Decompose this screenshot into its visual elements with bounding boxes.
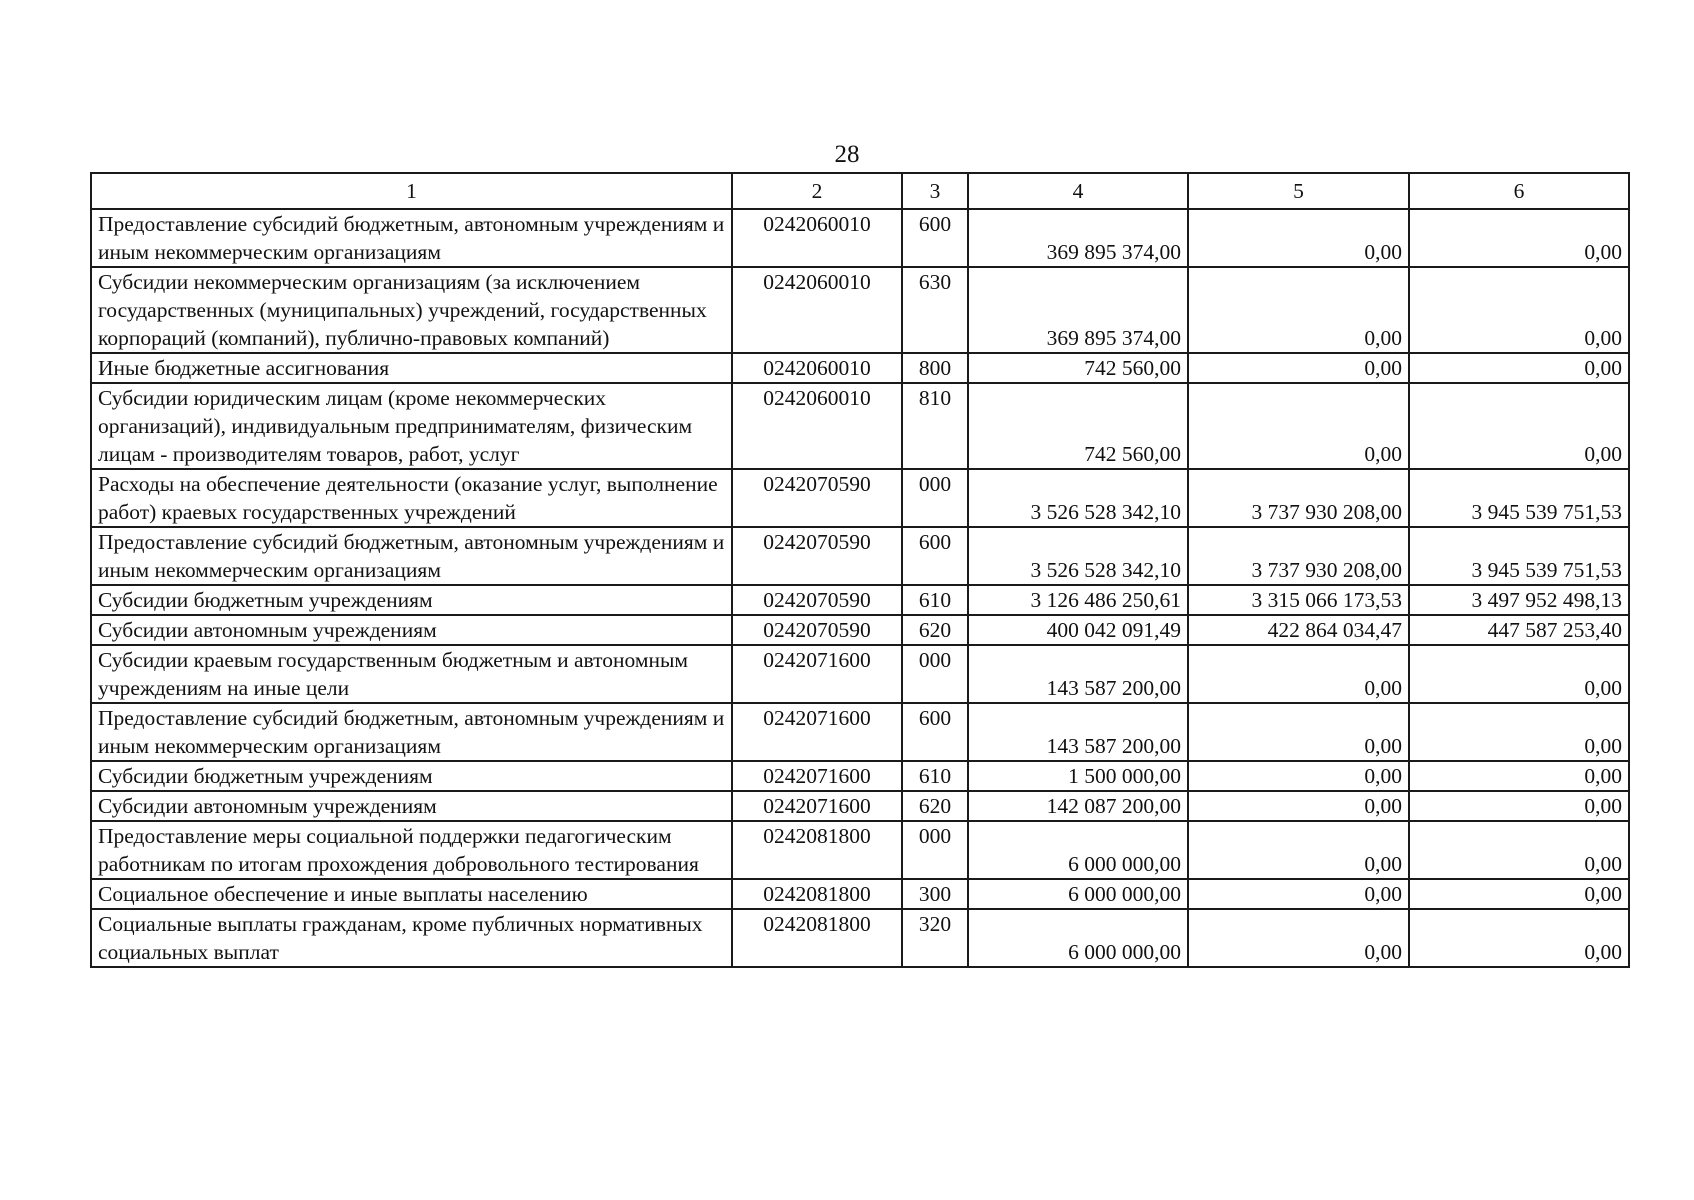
amount-column-4-cell: 6 000 000,00 bbox=[968, 909, 1188, 967]
amount-column-4-cell: 742 560,00 bbox=[968, 383, 1188, 469]
table-row bbox=[91, 909, 1629, 967]
amount-column-4-cell: 3 526 528 342,10 bbox=[968, 527, 1188, 585]
table-row bbox=[91, 615, 1629, 645]
amount-column-6-cell: 0,00 bbox=[1409, 383, 1629, 469]
target-article-code-cell: 0242070590 bbox=[732, 585, 902, 615]
target-article-code-cell: 0242081800 bbox=[732, 879, 902, 909]
amount-column-5-cell: 0,00 bbox=[1188, 383, 1409, 469]
amount-column-6-cell: 0,00 bbox=[1409, 703, 1629, 761]
amount-column-4-cell: 1 500 000,00 bbox=[968, 761, 1188, 791]
expense-name-cell: Предоставление меры социальной поддержки педагогическим работникам по итогам прохождения добровольного тестирования bbox=[91, 821, 732, 879]
expense-type-code-cell: 600 bbox=[902, 703, 968, 761]
target-article-code-cell: 0242071600 bbox=[732, 703, 902, 761]
amount-column-4-cell: 6 000 000,00 bbox=[968, 821, 1188, 879]
target-article-code-cell: 0242060010 bbox=[732, 353, 902, 383]
table-header-row bbox=[91, 173, 1629, 209]
amount-column-4-cell: 143 587 200,00 bbox=[968, 703, 1188, 761]
expense-type-code-cell: 300 bbox=[902, 879, 968, 909]
amount-column-5-cell: 0,00 bbox=[1188, 267, 1409, 353]
amount-column-4-cell: 3 126 486 250,61 bbox=[968, 585, 1188, 615]
target-article-code-cell: 0242071600 bbox=[732, 645, 902, 703]
target-article-code-cell: 0242060010 bbox=[732, 209, 902, 267]
table-row bbox=[91, 209, 1629, 267]
amount-column-4-cell: 742 560,00 bbox=[968, 353, 1188, 383]
table-row bbox=[91, 267, 1629, 353]
amount-column-5-cell: 0,00 bbox=[1188, 703, 1409, 761]
amount-column-5-cell: 0,00 bbox=[1188, 209, 1409, 267]
target-article-code-cell: 0242070590 bbox=[732, 527, 902, 585]
expense-type-code-cell: 320 bbox=[902, 909, 968, 967]
amount-column-5-cell: 3 315 066 173,53 bbox=[1188, 585, 1409, 615]
amount-column-5-cell: 0,00 bbox=[1188, 821, 1409, 879]
table-row bbox=[91, 383, 1629, 469]
amount-column-6-cell: 0,00 bbox=[1409, 909, 1629, 967]
amount-column-5-cell: 0,00 bbox=[1188, 791, 1409, 821]
expense-name-cell: Субсидии краевым государственным бюджетным и автономным учреждениям на иные цели bbox=[91, 645, 732, 703]
expense-type-code-cell: 610 bbox=[902, 761, 968, 791]
expense-name-cell: Предоставление субсидий бюджетным, автономным учреждениям и иным некоммерческим организациям bbox=[91, 527, 732, 585]
column-header-4: 4 bbox=[968, 173, 1188, 209]
amount-column-5-cell: 0,00 bbox=[1188, 909, 1409, 967]
target-article-code-cell: 0242071600 bbox=[732, 761, 902, 791]
expense-type-code-cell: 000 bbox=[902, 645, 968, 703]
expense-name-cell: Субсидии бюджетным учреждениям bbox=[91, 761, 732, 791]
amount-column-5-cell: 3 737 930 208,00 bbox=[1188, 527, 1409, 585]
table-row bbox=[91, 879, 1629, 909]
amount-column-4-cell: 143 587 200,00 bbox=[968, 645, 1188, 703]
expense-name-cell: Субсидии юридическим лицам (кроме некоммерческих организаций), индивидуальным предпринимателям, физическим лицам - производителям товаров, работ, услуг bbox=[91, 383, 732, 469]
expense-name-cell: Субсидии некоммерческим организациям (за исключением государственных (муниципальных) учреждений, государственных корпораций (компаний), публично-правовых компаний) bbox=[91, 267, 732, 353]
expense-type-code-cell: 000 bbox=[902, 469, 968, 527]
amount-column-6-cell: 0,00 bbox=[1409, 821, 1629, 879]
expense-type-code-cell: 600 bbox=[902, 527, 968, 585]
table-row bbox=[91, 703, 1629, 761]
table-row bbox=[91, 353, 1629, 383]
table-row bbox=[91, 645, 1629, 703]
target-article-code-cell: 0242070590 bbox=[732, 615, 902, 645]
amount-column-6-cell: 447 587 253,40 bbox=[1409, 615, 1629, 645]
table-row bbox=[91, 791, 1629, 821]
amount-column-6-cell: 0,00 bbox=[1409, 645, 1629, 703]
amount-column-6-cell: 3 945 539 751,53 bbox=[1409, 469, 1629, 527]
column-header-5: 5 bbox=[1188, 173, 1409, 209]
expense-name-cell: Субсидии автономным учреждениям bbox=[91, 615, 732, 645]
table-row bbox=[91, 469, 1629, 527]
target-article-code-cell: 0242081800 bbox=[732, 909, 902, 967]
amount-column-6-cell: 0,00 bbox=[1409, 209, 1629, 267]
amount-column-6-cell: 0,00 bbox=[1409, 353, 1629, 383]
amount-column-5-cell: 0,00 bbox=[1188, 645, 1409, 703]
amount-column-5-cell: 0,00 bbox=[1188, 761, 1409, 791]
table-row bbox=[91, 761, 1629, 791]
expense-type-code-cell: 810 bbox=[902, 383, 968, 469]
amount-column-5-cell: 3 737 930 208,00 bbox=[1188, 469, 1409, 527]
expense-type-code-cell: 610 bbox=[902, 585, 968, 615]
expense-name-cell: Предоставление субсидий бюджетным, автономным учреждениям и иным некоммерческим организациям bbox=[91, 209, 732, 267]
expense-name-cell: Субсидии бюджетным учреждениям bbox=[91, 585, 732, 615]
table-row bbox=[91, 585, 1629, 615]
expense-name-cell: Иные бюджетные ассигнования bbox=[91, 353, 732, 383]
column-header-2: 2 bbox=[732, 173, 902, 209]
column-header-6: 6 bbox=[1409, 173, 1629, 209]
amount-column-6-cell: 3 497 952 498,13 bbox=[1409, 585, 1629, 615]
target-article-code-cell: 0242060010 bbox=[732, 383, 902, 469]
expense-type-code-cell: 000 bbox=[902, 821, 968, 879]
amount-column-4-cell: 400 042 091,49 bbox=[968, 615, 1188, 645]
expense-type-code-cell: 620 bbox=[902, 791, 968, 821]
expense-name-cell: Субсидии автономным учреждениям bbox=[91, 791, 732, 821]
target-article-code-cell: 0242071600 bbox=[732, 791, 902, 821]
amount-column-5-cell: 422 864 034,47 bbox=[1188, 615, 1409, 645]
amount-column-5-cell: 0,00 bbox=[1188, 353, 1409, 383]
amount-column-4-cell: 142 087 200,00 bbox=[968, 791, 1188, 821]
expense-type-code-cell: 800 bbox=[902, 353, 968, 383]
amount-column-4-cell: 3 526 528 342,10 bbox=[968, 469, 1188, 527]
expense-name-cell: Расходы на обеспечение деятельности (оказание услуг, выполнение работ) краевых государственных учреждений bbox=[91, 469, 732, 527]
target-article-code-cell: 0242081800 bbox=[732, 821, 902, 879]
amount-column-6-cell: 0,00 bbox=[1409, 267, 1629, 353]
expense-name-cell: Социальное обеспечение и иные выплаты населению bbox=[91, 879, 732, 909]
amount-column-4-cell: 6 000 000,00 bbox=[968, 879, 1188, 909]
amount-column-5-cell: 0,00 bbox=[1188, 879, 1409, 909]
expense-type-code-cell: 620 bbox=[902, 615, 968, 645]
amount-column-4-cell: 369 895 374,00 bbox=[968, 209, 1188, 267]
amount-column-6-cell: 0,00 bbox=[1409, 879, 1629, 909]
expense-type-code-cell: 600 bbox=[902, 209, 968, 267]
table-row bbox=[91, 527, 1629, 585]
amount-column-6-cell: 3 945 539 751,53 bbox=[1409, 527, 1629, 585]
table-row bbox=[91, 821, 1629, 879]
budget-table bbox=[90, 172, 1630, 968]
target-article-code-cell: 0242070590 bbox=[732, 469, 902, 527]
target-article-code-cell: 0242060010 bbox=[732, 267, 902, 353]
expense-name-cell: Социальные выплаты гражданам, кроме публичных нормативных социальных выплат bbox=[91, 909, 732, 967]
page-number: 28 bbox=[834, 141, 860, 168]
amount-column-6-cell: 0,00 bbox=[1409, 791, 1629, 821]
column-header-1: 1 bbox=[91, 173, 732, 209]
column-header-3: 3 bbox=[902, 173, 968, 209]
table-body bbox=[91, 209, 1629, 967]
amount-column-4-cell: 369 895 374,00 bbox=[968, 267, 1188, 353]
expense-name-cell: Предоставление субсидий бюджетным, автономным учреждениям и иным некоммерческим организациям bbox=[91, 703, 732, 761]
expense-type-code-cell: 630 bbox=[902, 267, 968, 353]
amount-column-6-cell: 0,00 bbox=[1409, 761, 1629, 791]
